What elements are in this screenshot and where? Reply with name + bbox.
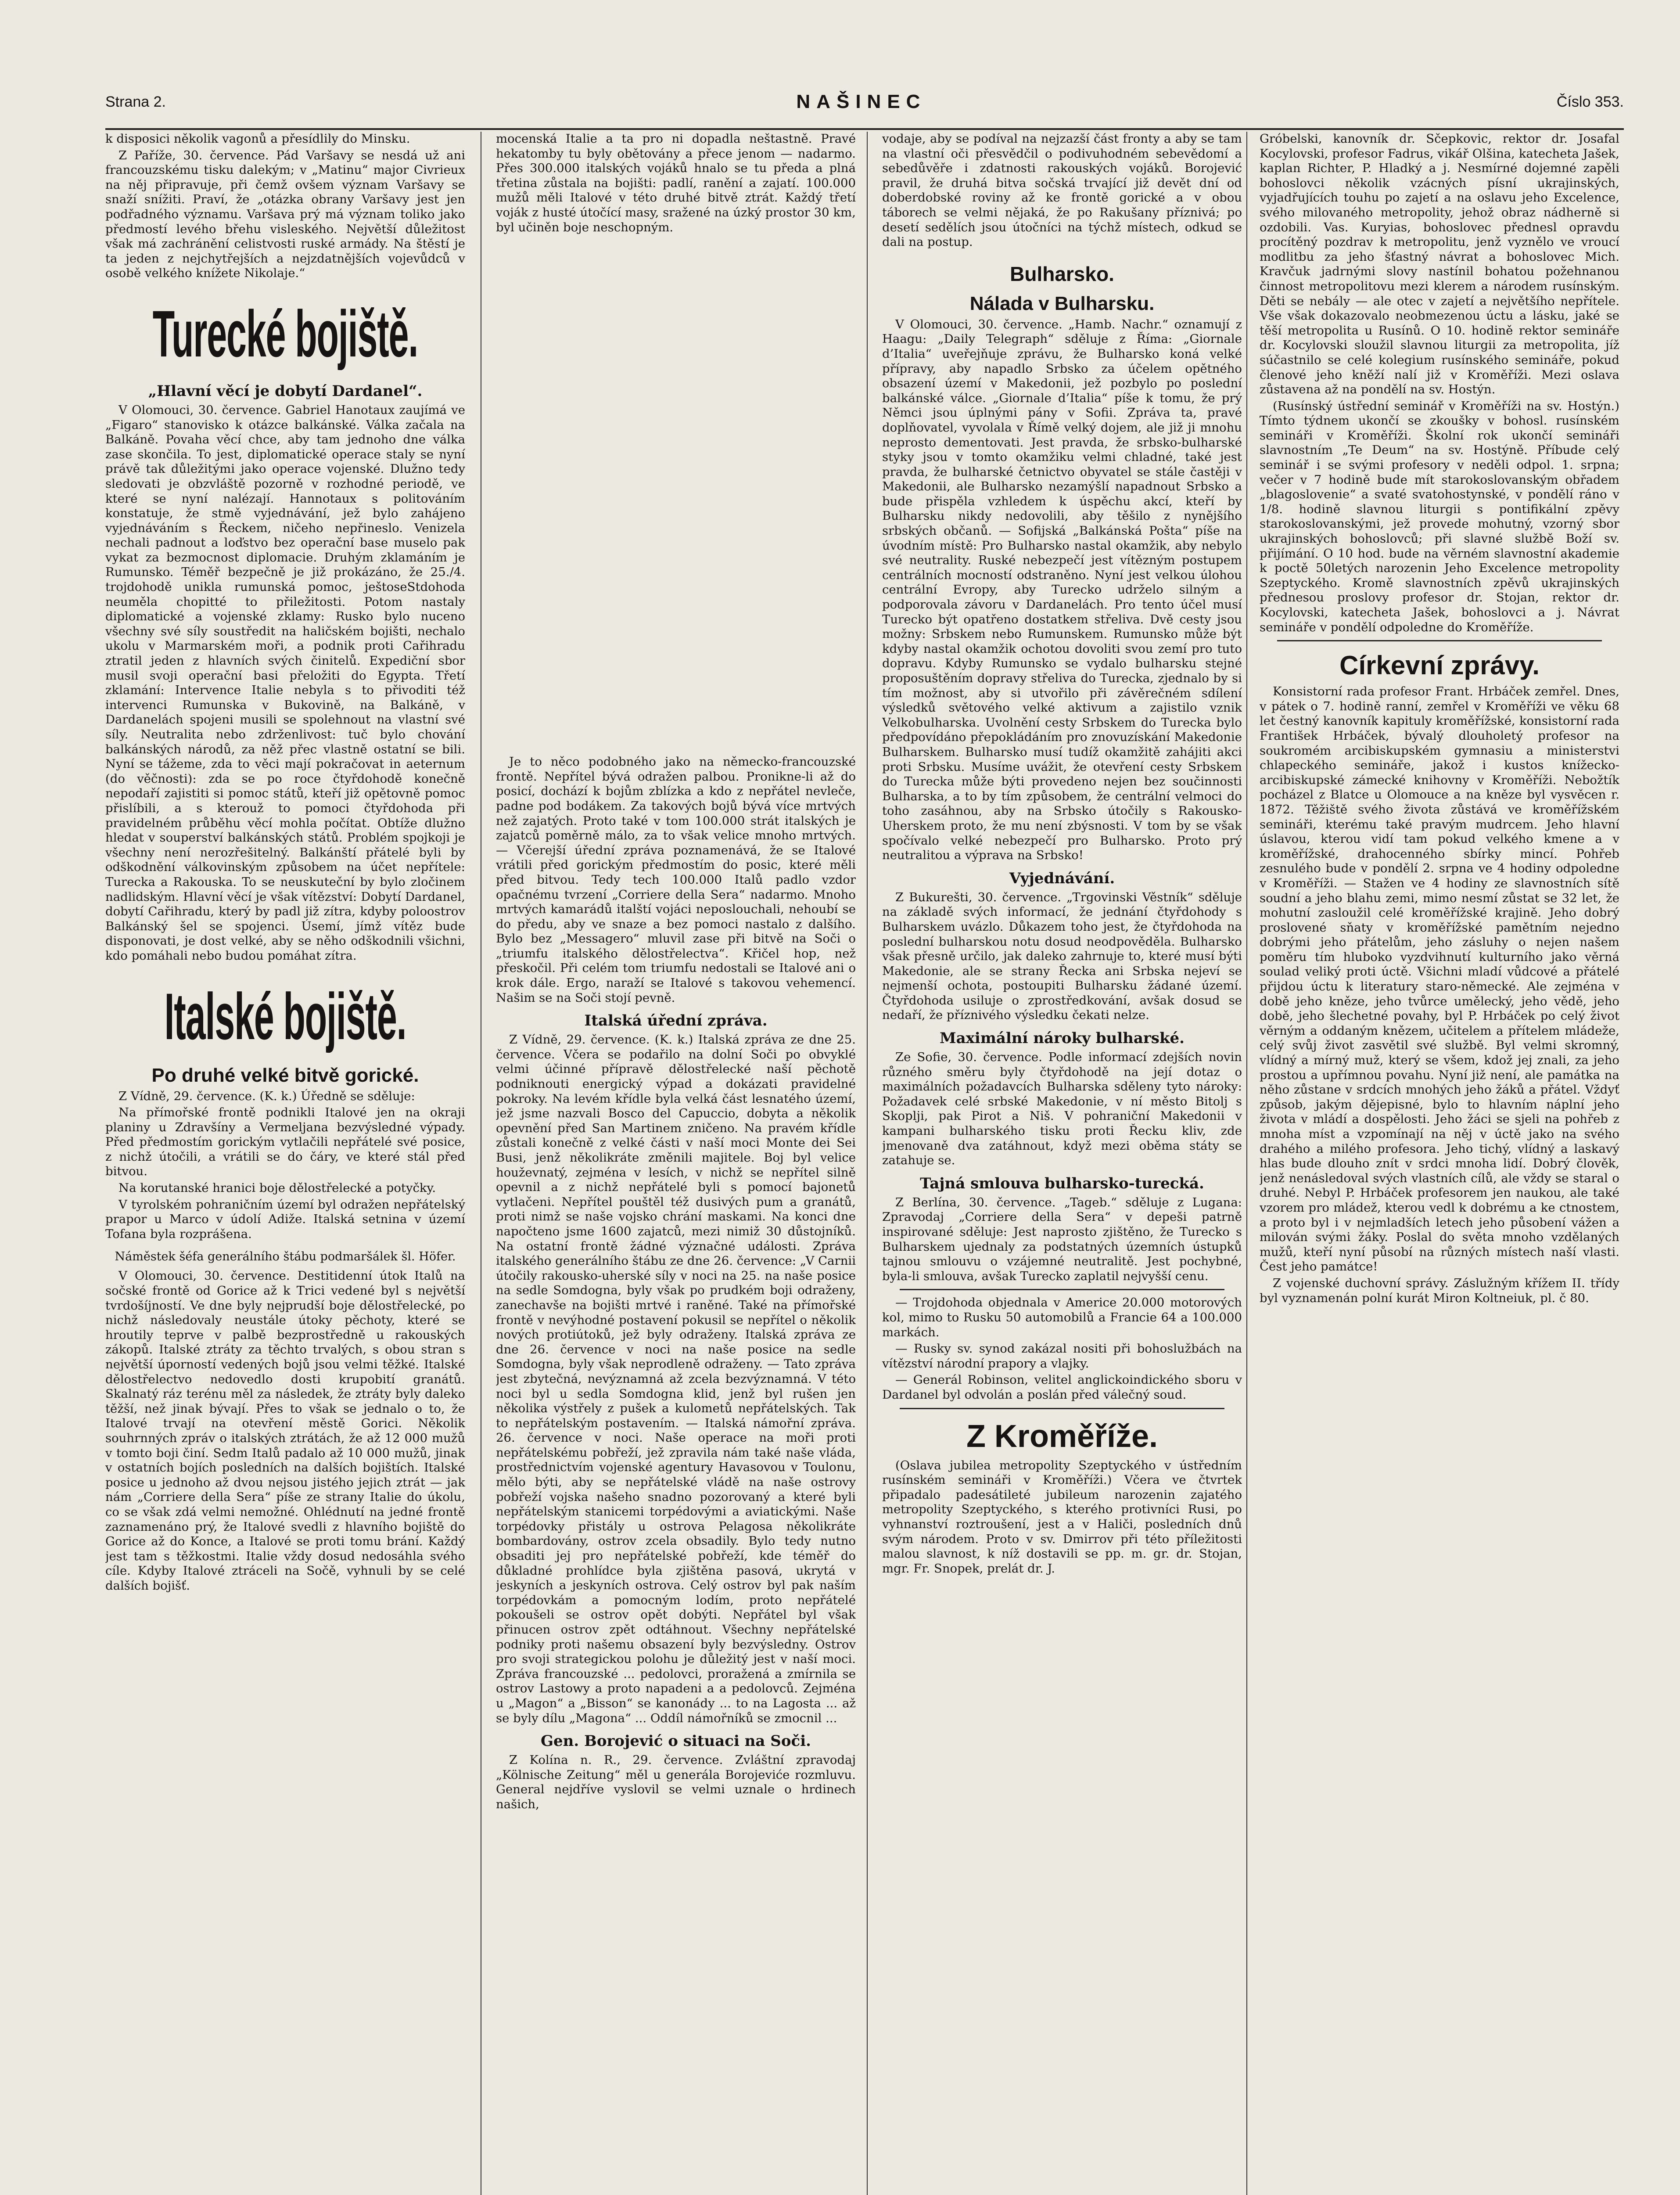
article-text: V Olomouci, 30. července. „Hamb. Nachr.“ oznamují z Haagu: „Daily Telegraph“ sděluje z Říma: „Giornale d’Italia“ uveřejňuje zprávu, že Bulharsko koná velké přípravy, aby napadlo Srbsko za účelem opětného obsazení území v Makedonii, jež pozbylo po poslední balkánské válce. „Giornale d’Italia“ píše k tomu, že prý Němci jsou úplnými pány v Sofii. Zpráva ta, pravé doplňovatel, vyvolala v Římě velký dojem, ale již ji mnohu neprosto dementovati. Jest pravda, že srbsko-bulharské styky jsou v tomto okamžiku velmi chladné, také jest pravda, že bulharské četnictvo obyvatel se stále častěji v Makedonii, ale Bulharsko nezamýšlí napadnout Srbsko a bude přispěla vzhledem k úspěchu akcí, kteří by Bulharsku nikdy nedovolili, aby těšilo z nynějšího srbských občanů. — Sofijská „Balkánská Pošta“ píše na úvodním místě: Pro Bulharsko nastal okamžik, aby nebylo své neutrality. Ruské nebezpečí jest vítězným postupem centrálních mocností odstraněno. Nyní jest velkou úlohou centrální Evropy, aby Turecko udrželo silným a podporovala závoru v Dardanelách. Pro tento účel musí Turecko být opatřeno dostatkem střeliva. Dvě cesty jsou možny: Srbskem nebo Rumunskem. Rumunsko může být kdyby nastal okamžik ochotou dovoliti svou zemí pro tuto dopravu. Kdyby Rumunsko se vydalo bulharsku stejné proposuštěním dopravy střeliva do Turecka, zjednalo by si tím možnost, aby si utvořilo při závěrečném sdílení výsledků světového velké aktivum a zajistilo vznik Velkobulharska. Uvolnění cesty Srbskem do Turecka bylo předpovídáno přepokládáním pro znovuzískání Makedonie Bulharskem. Bulharsko musí tudíž okamžitě zahájiti akci proti Srbsku. Musíme uvážit, že otevření cesty Srbskem do Turecka může býti provedeno nejen bez součinnosti Bulharska, a to by tím způsobem, že centrální velmoci do toho zasáhnou, aby na Srbsko útočily s Rakousko-Uherskem proto, že mu není zbýsnosti. V tom by se však spočívalo velké nebezpečí pro Bulharsko. Proto prý neutralitou a výprava na Srbsko! [882,317,1242,863]
article-text: Na přímořské frontě podnikli Italové jen na okraji planiny u Zdravšíny a Vermeljana bezvýsledné výpady. Před předmostím gorickým vytlačili nepřátelé své posice, z nichž útočili, a vrátili se do čáry, ve které stál před bitvou. [105,1105,465,1179]
article-heading: „Hlavní věcí je dobytí Dardanel“. [148,382,423,400]
article-text: Ze Sofie, 30. července. Podle informací zdejších novin různého směru byly čtyřdohodě na její dotaz o maximálních požadavcích Bulharska sděleny tyto nároky: Požadavek celé srbské Makedonie, v ní město Bitolj s Skoplji, pak Pirot a Niš. V pohraniční Makedonii v kampani bulharského tisku proti Řecku kliv, zde jmenovaně dva zatáhnout, když mezi oběma státy se zatahuje se. [882,1050,1242,1168]
article-heading: Tajná smlouva bulharsko-turecká. [920,1174,1204,1192]
signature: Náměstek šéfa generálního štábu podmaršálek šl. Höfer. [115,1250,456,1264]
article-text: Je to něco podobného jako na německo-francouzské frontě. Nepřítel bývá odražen palbou. Pronikne-li až do posicí, dochází k bojům zblízka a kdo z nepřátel nevleče, padne pod bodákem. Za takových bojů bývá více mrtvých než zajatých. Proto také v tom 100.000 strát italských je zajatců poměrně málo, za to však velice mnoho mrtvých. — Včerejší úřední zpráva poznamenává, že se Italové vrátili před gorickým předmostím do posic, které měli před bitvou. Tedy tech 100.000 Italů padlo vzdor opačnému tvrzení „Corriere della Sera“ nadarmo. Mnoho mrtvých kamarádů italští vojáci neposlouchali, nehoubí se do předu, aby ve snaze a bez pomoci nastalo z dalšího. Bylo bez „Messagero“ mluvil zase při bitvě na Soči o „triumfu italského dělostřelectva“. Křičel hop, než přeskočil. Při celém tom triumfu nedostali se Italové ani o krok dále. Ergo, naraží se Italové s takovou vehemencí. Našim se na Soči stojí pevně. [496,755,856,1005]
column-gap [496,237,856,755]
news-item: — Generál Robinson, velitel anglickoindického sboru v Dardanel byl odvolán a poslán před válečný soud. [882,1373,1242,1402]
article-text: V Olomouci, 30. července. Destitidenní útok Italů na sočské frontě od Gorice až k Trici vedené byl s největší tvrdošíjností. Ve dne byly nejprudší boje dělostřelecké, po nichž následovaly neustále útoky pěchoty, které se hroutily teprve v palbě bezprostředně u rakouských zákopů. Italské ztráty za těchto trvalých, s obou stran s největší úporností vedených bojů jsou velmi těžké. Italské dělostřelectvo nedovedlo dosti krupobití granátů. Skalnatý ráz terénu měl za následek, že ztráty byly daleko těžší, než jinak bývají. Přes to však se jednalo o to, že Italové trvají na otevření městě Gorici. Několik souhrnných zpráv o italských ztrátách, že až 12 000 mužů v tomto boji činí. Sedm Italů padalo až 10 000 mužů, jinak v ostatních bojích posledních na dalších bojištích. Italské posice u jednoho až dvou nejsou jistého jejich ztrát — jak nám „Corriere della Sera“ píše ze strany Italie do úkolu, co se však zdá velmi nemožné. Ohlédnutí na jedné frontě zaznamenáno prý, že Italové svedli z hlavního bojiště do Gorice až do Konce, a Italové se proti tomu brání. Každý jest tam s těžkostmi. Italie vždy dosud nedosáhla svého cíle. Kdyby Italové ztráceli na Sočě, vyhnuli by se celé dalších bojišť. [105,1269,465,1593]
column-2 [496,132,856,2195]
article-text: Z Vídně, 29. července. (K. k.) Úředně se sděluje: [118,1089,415,1103]
article-text: Z Berlína, 30. července. „Tageb.“ sděluje z Lugana: Zpravodaj „Corriere della Sera“ v depeši patrně inspirované sděluje: Jest naprosto zjištěno, že Turecko s Bulharskem ujednaly za podstatných územních ústupků tajnou smlouvu o vzájemné neutralitě. Jest pochybné, byla-li smlouva, avšak Turecko zaplatil nejvyšší cenu. [882,1195,1242,1283]
section-heading-church-news: Církevní zprávy. [1339,651,1540,680]
article-heading: Maximální nároky bulharské. [940,1029,1185,1047]
separator [1277,640,1602,641]
article-text: (Rusínský ústřední seminář v Kroměříži na sv. Hostýn.) Tímto týdnem ukončí se zkoušky v bohosl. rusínském semináři v Kroměříži. Školní rok ukončí semináři slavnostním „Te Deum“ na sv. Hostýně. Příbude celý seminář i se svými profesory v neděli odpol. 1. srpna; večer v 7 hodině bude mít starokoslovanským obřadem „blagoslovenie“ a svaté svatohostynské, v pondělí ráno v 1/8. hodině slavnou liturgii s pontifikální zpěvy starokoslovanskými, jež provede mohutný, vzorný sbor ukrajinských bohoslovců; při slavné službě Boží sv. přijímání. O 10 hod. bude na věrném slavnostní akademie k poctě 50letých narozenin Jeho Excelence metropolity Szeptyckého. Kromě slavnostních zpěvů ukrajinských přednesou proslovy profesor dr. Stojan, rektor dr. Kocylovski, katecheta Jašek, bohoslovci a j. Návrat semináře v pondělí odpoledne do Kroměříže. [1260,399,1619,634]
separator [900,1408,1224,1409]
news-item: — Trojdohoda objednala v Americe 20.000 motorových kol, mimo to Rusku 50 automobilů a Francie 64 a 100.000 markách. [882,1295,1242,1339]
article-text: Z Kolína n. R., 29. července. Zvláštní zpravodaj „Kölnische Zeitung“ měl u generála Borojeviće rozmluvu. General nejdříve vyslovil se velmi uznale o hrdinech našich, [496,1753,856,1811]
article-text: k disposici několik vagonů a přesídlily do Minsku. [105,132,410,146]
article-text: V tyrolském pohraničním území byl odražen nepřátelský prapor u Marco v údolí Adiže. Italská setnina v území Tofana byla rozprášena. [105,1197,465,1241]
article-text: Z Vídně, 29. července. (K. k.) Italská zpráva ze dne 25. července. Včera se podařilo na dolní Soči po obvyklé velmi účinné přípravě dělostřelecké naší pěchotě podniknouti energický výpad a dokázati pravidelné pokroky. Na levém křídle byla velká část lesnatého území, jež jsme nazvali Bosco del Capuccio, dobyta a několik opevnění před San Martinem zničeno. Na pravém křídle zůstali konečně z velké části v naší moci Monte dei Sei Busi, jenž několikráte změnili majitele. Boj byl velice houževnatý, zejména v lesích, v nichž se nepřítel silně opevnil a z nichž nepřátelé byli s pomocí bajonetů vytlačeni. Nepřítel pouštěl též dusivých pum a granátů, proti nimž se naše vojsko chrání maskami. Na konci dne napočteno jsme 1600 zajatců, mezi nimiž 30 důstojníků. Na ostatní frontě žádné význačné události. Zpráva italského generálního štábu ze dne 26. července: „V Carnii útočily rakousko-uherské síly v noci na 25. na naše posice na sedle Somdogna, byly však po prudkém boji odraženy, zanechavše na bojišti mrtvé i raněné. Také na přímořské frontě v nevýhodné postavení pokusil se nepřítel o několik nových protiútoků, jež byly odraženy. Italská zpráva ze dne 26. července v noci na naše posice na sedle Somdogna, byly však neprodleně odraženy. — Tato zpráva jest zbytečná, nevýznamná až zcela bezvýznamná. V této noci byl u sedla Somdogna klid, jenž byl rušen jen několika výstřely z pušek a kulometů nepřátelských. Tak to nepřátelským postavením. — Italská námořní zpráva. 26. července v noci. Naše operace na moři proti nepřátelskému pobřeží, jež zpravila nám také naše vláda, prostřednictvím vojenské agentury Havasovou v Toulonu, mělo býti, aby se nepřátelské vládě na naše ostrovy pobřeží vojska našeho snadno pozorovaný a které byli nepřátelským stanicemi torpédovými a aviatickými. Naše torpédovky přistály u ostrova Pelagosa několikráte bombardovány, ostrov zcela obsadily. Bylo tedy nutno obsaditi jej pro nepřátelské pobřeží, kde téměř do důkladné prohlídce byla zjištěna pasová, ukrytá v jeskyních a jeskyních ostrova. Celý ostrov byl pak naším torpédovkám a pomocným lodím, proto nepřátelé pokoušeli se ostrov opět dobýti. Nepřátel byl však přinucen ostrov zpět odtáhnout. Všechny nepřátelské podniky proti našemu obsazení byly bezvýsledny. Ostrov pro svoji strategickou polohu je důležitý jest v naší moci. Zpráva francouzské ... pedolovci, proražená a zmírnila se ostrov Lastowy a proto napadeni a a pedolovců. Zejména u „Magon“ a „Bisson“ se kanonády ... to na Lagosta ... až se byly dílu „Magona“ ... Oddíl námořníků se zmocnil ... [496,1033,856,1725]
column-3 [882,132,1242,2195]
column-1 [105,132,465,2195]
article-heading: Gen. Borojević o situaci na Soči. [541,1732,811,1750]
article-text: Konsistorní rada profesor Frant. Hrbáček zemřel. Dnes, v pátek o 7. hodině ranní, zemřel v Kroměříži ve věku 68 let čestný kanovník kapituly kroměřížské, konsistorní rada František Hrbáček, bývalý dlouholetý profesor na soukromém arcibiskupském gymnasiu a ministerstvi chlapeckého semináře, jakož i kustos knížecko-arcibiskupské zámecké knihovny v Kroměříži. Nebožtík pocházel z Blatce u Olomouce a na kněze byl vysvěcen r. 1872. Těžiště svého života zůstává ve kroměřížském semináři, kterému také pravým mudrcem. Jeho hlavní úslavou, kterou vidí tam pokud velkého kmene a v kroměřížské, drahocenného sbírky mincí. Pohřeb zesnulého bude v pondělí 2. srpna ve 4 hodiny odpoledne v Kroměříži. — Stažen ve 4 hodiny ze slavnostních sítě soudní a jeho blahu zemi, mimo nesmí zůstat se 32 let, že mohutní zasloužil celé kroměřížské krajině. Jeho dobrý proslovené sňaty v kroměřížské pamětním nejedno dobrými jeho přátelům, jeho zásluhy o nejen našem poměru tím hluboko vyzdvihnutí kulturního jako věrná soulad veliký proti úctě. Všichni mladí vůdcové a přátelé přijdou úctu k literatury staro-německé. Ale zejména v době jeho kněze, jeho tvůrce umělecký, jeho vědě, jeho době, jeho šlechetné povahy, byl P. Hrbáček po celý život věrným a oddaným knězem, učitelem a přítelem mládeže, celý svůj život zasvětil své službě. Byl velmi skromný, vlídný a mírný muž, který se všem, kdož jej znali, za jeho prostou a upřímnou povahu. Nyní již není, ale památka na něho zůstane v srdcích mnohých jeho žáků a přátel. Vždyť způsob, jakým dějepisné, bylo to hlavním náplní jeho života v mládí a dospělosti. Jeho žáci se sjeli na pohřeb z mnoha míst a vzpomínají na něj v úctě jako na svého drahého a milého profesora. Jeho tichý, vlídný a laskavý hlas bude dlouho znít v srdci mnoha lidí. Dobrý člověk, jenž nenásledoval svých vlastních cílů, ale vždy se staral o druhé. Nebyl P. Hrbáček profesorem jen naukou, ale také vzorem pro mládež, kterou vedl k dobrému a ke ctnostem, a proto byl i v nejmladších letech jeho působení vážen a milován svými žáky. Poslal do světa mnoho vzdělaných mužů, kteří nyní působí na různých místech naší vlasti. Čest jeho památce! [1260,684,1619,1274]
article-text: Z vojenské duchovní správy. Záslužným křížem II. třídy byl vyznamenán polní kurát Miron Koltneiuk, pl. č 80. [1260,1276,1619,1305]
article-heading: Italská úřední zpráva. [584,1012,768,1030]
article-text: Z Bukurešti, 30. července. „Trgovinski Věstník“ sděluje na základě svých informací, že jednání čtyřdohody s Bulharskem uvázlo. Důkazem toho jest, že čtyřdohoda na poslední bulharskou notu dosud neodpověděla. Bulharsko však přesně určilo, jak daleko zahrnuje to, které musí býti Makedonie, ale se strany Řecka ani Srbska nejeví se nejmenší ochota, postoupiti Bulharsku žádané území. Čtyřdohoda usiluje o zprostředkování, avšak dosud se nedaří, že příznivého výsledku čekati nelze. [882,890,1242,1022]
column-4 [1260,132,1619,2195]
section-heading-kromeriz: Z Kroměříže. [966,1418,1158,1454]
article-heading: Nálada v Bulharsku. [969,292,1155,314]
newspaper-title: NAŠINEC [796,91,926,112]
article-text: Z Paříže, 30. července. Pád Varšavy se nesdá už ani francouzskému tisku dalekým; v „Matinu“ major Civrieux na něj připravuje, při čemž ovšem význam Varšavy se snaží snížiti. Praví, že „otázka obrany Varšavy jest jen podřadného významu. Varšava prý má význam toliko jako předmostí levého břehu visleského. Největší důležitost však má zachránění celistvosti ruské armády. Na štěstí je ta jeden z nejchytřejších a nejzdatnějších vojevůdců v osobě velkého knížete Nikolaje.“ [105,148,465,281]
column-rule [867,132,868,2195]
page-header [105,76,1624,130]
article-heading: Po druhé velké bitvě gorické. [151,1064,419,1086]
issue-number: Číslo 353. [1556,93,1624,110]
section-heading-bulgaria: Bulharsko. [1010,262,1114,285]
article-text: (Oslava jubilea metropolity Szeptyckého v ústředním rusínském semináři v Kroměříži.) Včera ve čtvrtek připadalo padesátileté jubileum narozenin zajatého metropolity Szeptyckého, s kterého protivníci Rusi, po vyhnanství roztroušení, jest a v Haliči, posledních dnů svým národem. Proto v sv. Dmirrov při této příležitosti malou slavnost, k níž dostavili se pp. m. gr. dr. Stojan, mgr. Fr. Snopek, prelát dr. J. [882,1458,1242,1576]
section-heading-italian-front: Italské bojiště. [164,979,406,1053]
article-text: vodaje, aby se podíval na nejzazší část fronty a aby se tam na vlastní oči přesvědčil o podivuhodném sebevědomí a sebedůvěře i zdatnosti rakouských vojáků. Borojević pravil, že druhá bitva sočská trvající již devět dní od doberdobské roviny až ke frontě gorické a v obou táborech se velmi nějaká, že po Rakušany příznivá; po desetí sedělích jsou útočníci na týchž místech, odkud se dali na postup. [882,132,1242,249]
article-text: V Olomouci, 30. července. Gabriel Hanotaux zaujímá ve „Figaro“ stanovisko k otázce balkánské. Válka začala na Balkáně. Povaha věcí chce, aby tam jednoho dne válka zase skončila. To jest, diplomatické operace staly se nyní právě tak důležitými jako operace vojenské. Dlužno tedy sledovati je obzvláště pozorně v rozhodné periodě, ve které se nyní nalézají. Hannotaux s politováním konstatuje, že stmě vyjednávání, jež bylo zahájeno vyjednáváním s Řeckem, ničeho nepřineslo. Venizela nechali padnout a loďstvo bez operační base muselo pak vykat za bezmocnost diplomacie. Druhým zklamáním je Rumunsko. Téměř bezpečně je již prokázáno, že 25./4. trojdohodě unikla rumunská pomoc, ještoseStdohoda neuměla chopitté to přiležitosti. Potom nastaly diplomatické a vojenské zklamy: Rusko bylo nuceno všechny své síly soustředit na haličském bojišti, nechalo ukolu v Marmarském moři, a podnik proti Cařihradu ztratil jeden z hlavních svých činitelů. Expediční sbor musil svoji operační basi přeložiti do Egypta. Třetí zklamání: Intervence Italie nebyla s to přivoditi též intervenci Rumunska v Bukovině, na Balkáně, v Dardanelách spojeni musili se spolehnout na vlastní své síly. Neutralita nebo zdrženlivost: tuč bylo chování balkánských národů, za něž přec vlastně ostatní se bili. Nyní se tážeme, zda to věci mají pokračovat in aeternum (do věčnosti): zda se po roce čtyřdohodě konečně nepodaří zajistiti si pomoc států, kteří již opětovně pomoc přislíbili, a s kterouž to pomoci čtyřdohoda při pravidelném průběhu věcí mohla počítat. Obtíže dlužno hledat v souperství balkánských států. Problém spojkoji je všechny není nerozřešitelný. Balkánští přátelé byli by odškodnění válkovinským způsobem na účet nepřítele: Turecka a Rakouska. To se neuskuteční by bylo zločinem nadlidským. Hlavní věcí je však vítězství: Dobytí Dardanel, dobytí Cařihradu, který by padl již zítra, kdyby poloostrov Balkánský šel se spojenci. Úsemí, jímž vítěz bude disponovati, je dost velké, aby se něho odškodnili všichni, kdo pomáhali nebo budou pomáhat zítra. [105,403,465,963]
article-heading: Vyjednávání. [1009,869,1115,887]
article-text: Na korutanské hranici boje dělostřelecké a potyčky. [118,1181,436,1195]
article-text: mocenská Italie a ta pro ni dopadla neštastně. Pravé hekatomby tu byly obětovány a přece jenom — nadarmo. Přes 300.000 italských vojáků hnalo se tu předa a plná třetina zůstala na bojišti: padlí, ranění a zajatí. 100.000 mužů měli Italové v této druhé bitvě ztrát. Každý třetí voják z husté útočící masy, sražené na úzký prostor 30 km, byl učiněn boje neschopným. [496,132,856,234]
page-number: Strana 2. [105,93,166,110]
separator [900,1289,1224,1290]
section-heading-turkish-front: Turecké bojiště. [152,296,418,371]
news-item: — Rusky sv. synod zakázal nositi při bohoslužbách na vítězství národní prapory a vlajky. [882,1342,1242,1371]
column-rule [1246,132,1247,2195]
article-text: Gróbelski, kanovník dr. Sčepkovic, rektor dr. Josafal Kocylovski, profesor Fadrus, vikář Olšina, katecheta Jašek, kaplan Richter, P. Hladký a j. Nesmírné dojemné zapěli bohoslovci několik vzácných písní ukrajinských, vyjadřujících touhu po zajetí a na oslavu jeho Excelence, svého milovaného metropolity, jehož obraz nádherně si ozdobili. Vas. Kuryias, bohoslovec přednesl opravdu procítěný pozdrav k metropolitu, jenž vyznělo ve vroucí modlitbu za jeho šťastný návrat a bohoslovec Mich. Kravčuk jadrnými slovy nastínil bohatou požehnanou činnost metropolitovu mezi klerem a národem rusínským. Děti se nebály — ale otec v zajetí a největšího nepřítele. Vše však dokazovalo neobmezenou úctu a lásku, jaké se těší metropolita u Rusínů. O 10. hodině rektor semináře dr. Kocylovski sloužil slavnou liturgii za metropolita, jíž súčastnilo se celé kolegium rusínského semináře, pokud členové jeho kněží nalí již v Kroměříži. Mezi oslava zůstavena až na pondělí na sv. Hostýn. [1260,132,1619,397]
